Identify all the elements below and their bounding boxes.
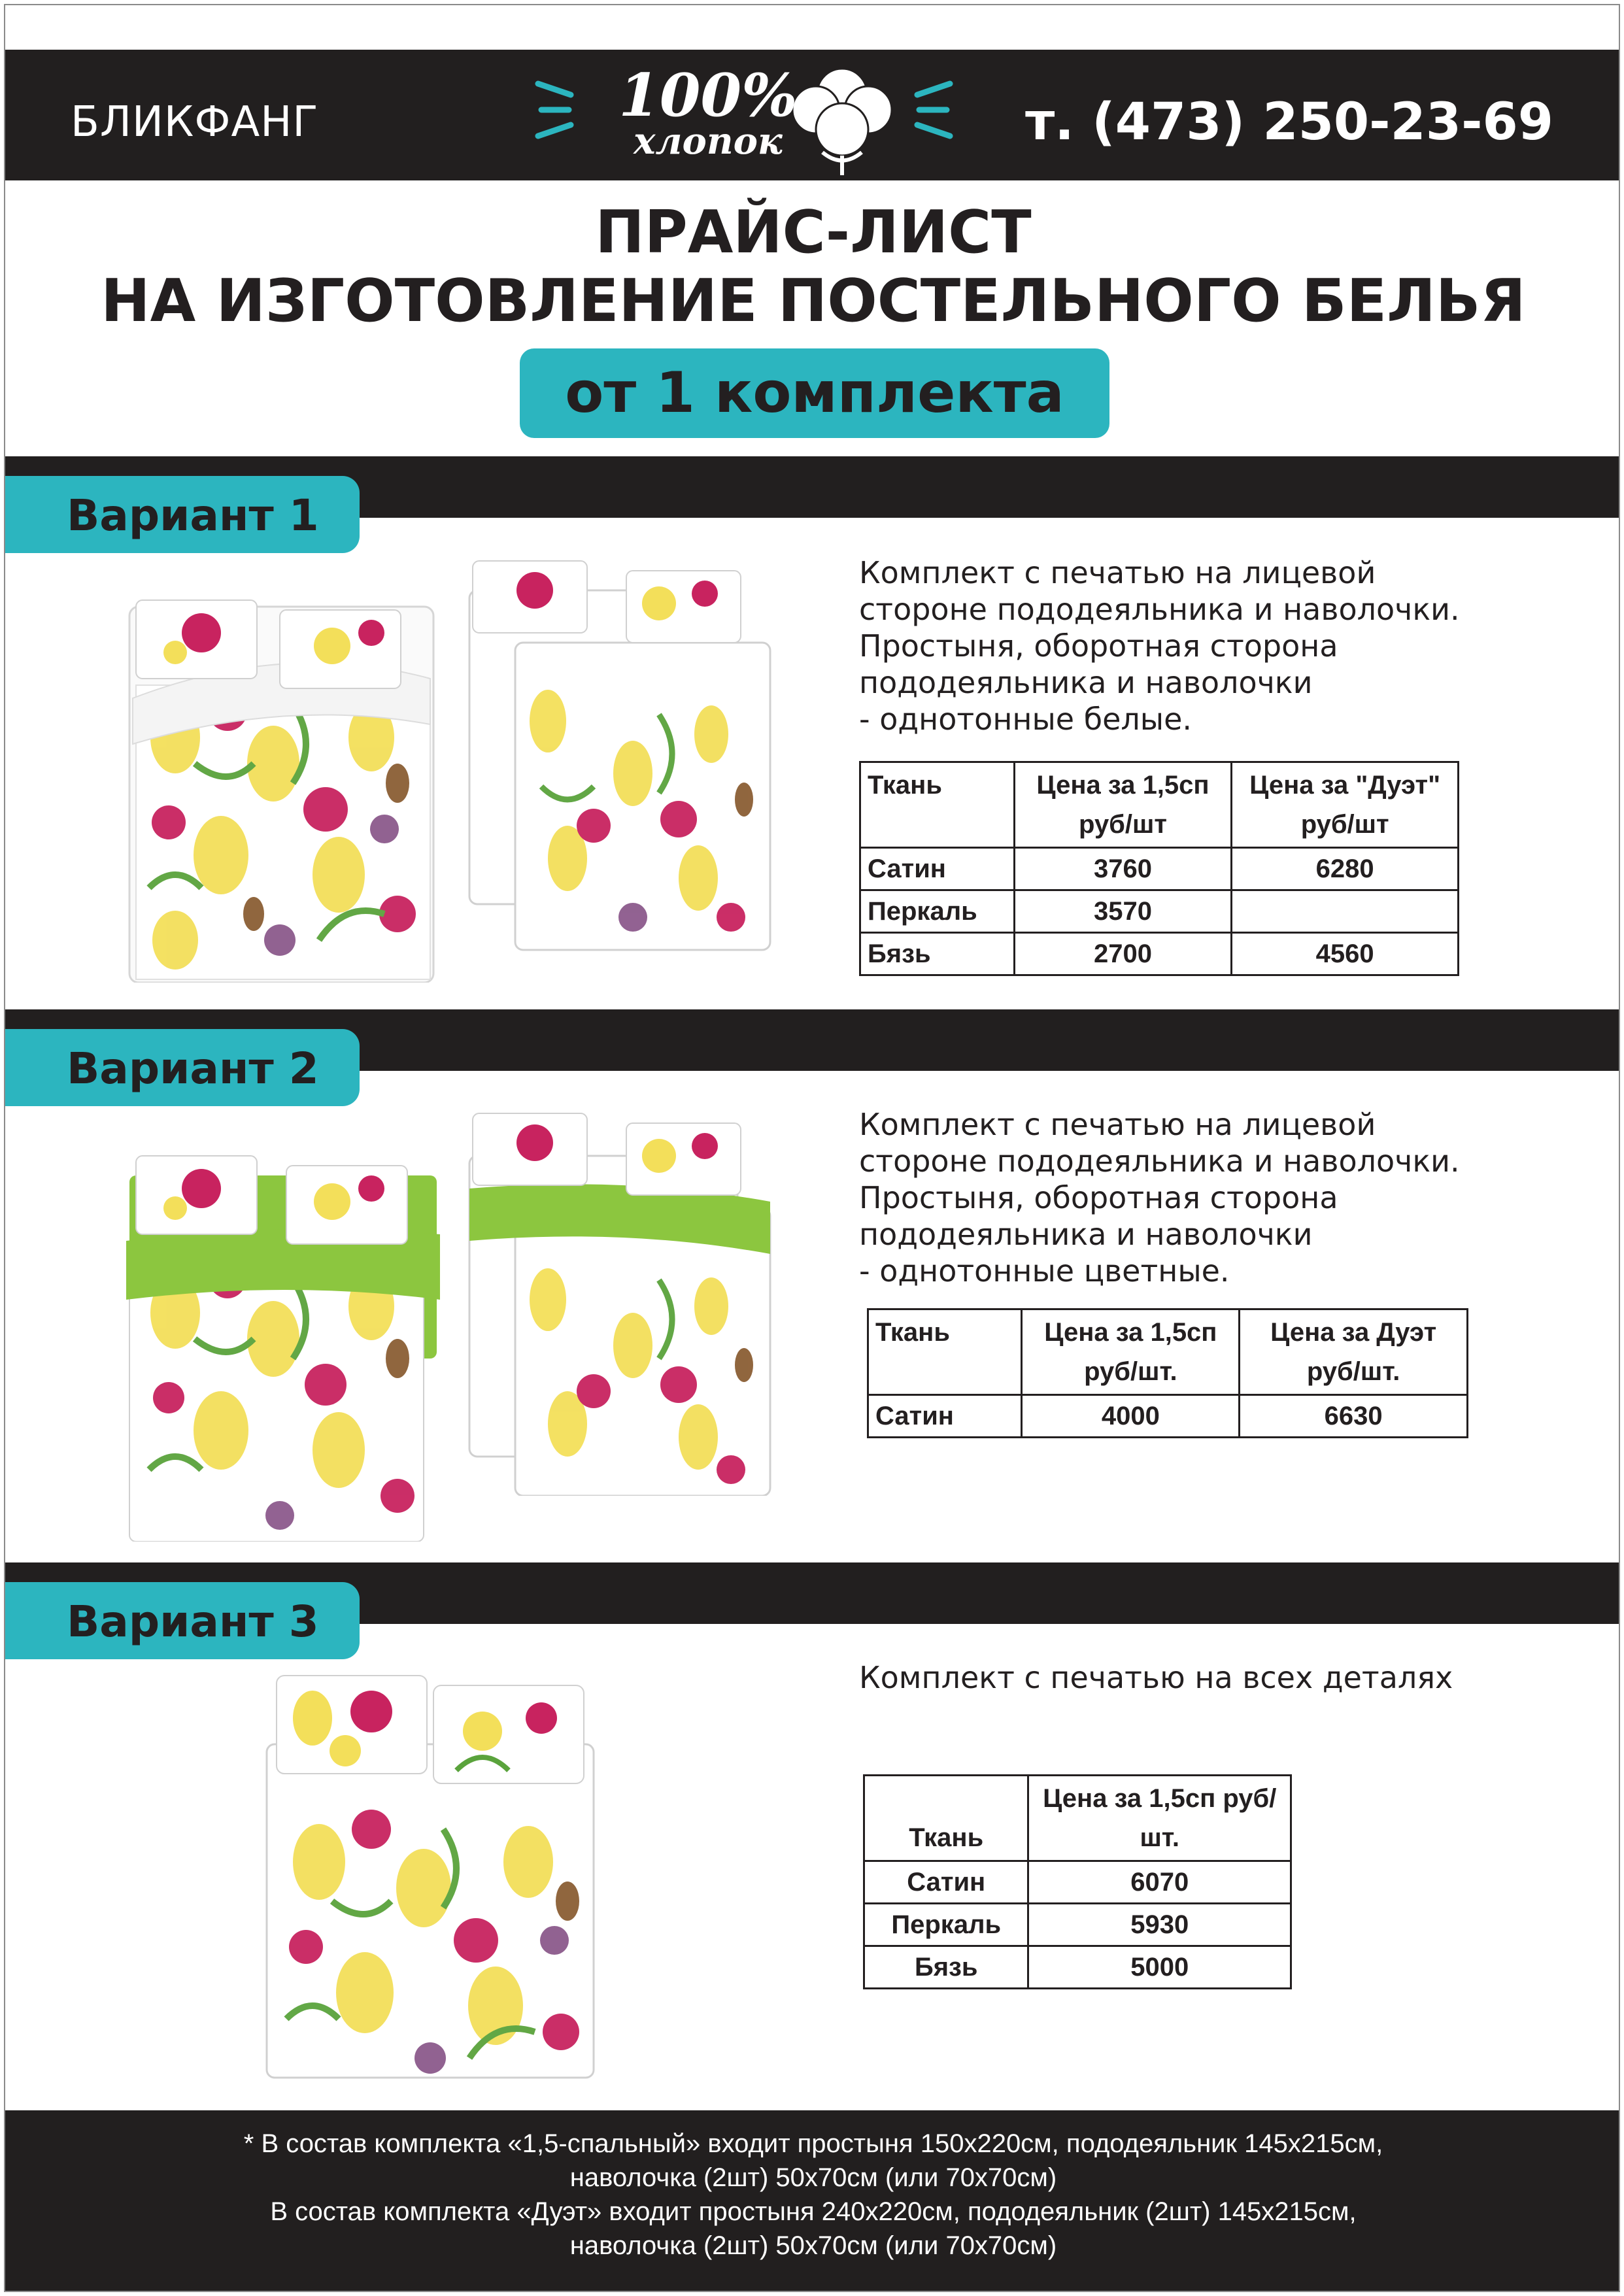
fabric-cell: Бязь — [860, 933, 1015, 975]
price-cell: 6630 — [1240, 1395, 1468, 1438]
fabric-cell: Перкаль — [864, 1904, 1028, 1946]
table-row — [864, 1904, 1291, 1946]
table-row — [860, 848, 1459, 890]
fabric-cell: Сатин — [864, 1861, 1028, 1904]
desc-line: Простыня, оборотная сторона — [859, 628, 1338, 664]
bed-illustration-full-print — [260, 1666, 600, 2084]
header-cell: Ткань — [864, 1776, 1028, 1861]
bed-illustration-single-white — [123, 548, 443, 983]
section-tab-variant-2 — [5, 1029, 360, 1106]
price-cell — [1232, 890, 1459, 933]
brand-name: БЛИКФАНГ — [71, 98, 319, 146]
price-cell: 5000 — [1028, 1946, 1291, 1989]
price-cell: 4000 — [1022, 1395, 1240, 1438]
desc-line: Комплект с печатью на лицевой — [859, 1107, 1376, 1142]
section-tab-variant-1 — [5, 476, 360, 553]
fabric-cell: Бязь — [864, 1946, 1028, 1989]
desc-line: Простыня, оборотная сторона — [859, 1180, 1338, 1215]
bed-illustration-duet-white — [463, 551, 777, 956]
variant-3-description — [859, 1659, 1453, 1696]
price-list-page — [4, 4, 1620, 2292]
header-cell: Цена за 1,5сп руб/шт — [1014, 762, 1232, 848]
cotton-logo — [535, 54, 953, 178]
desc-line: стороне пододеяльника и наволочки. — [859, 1143, 1460, 1179]
price-cell: 2700 — [1014, 933, 1232, 975]
header-cell: Ткань — [860, 762, 1015, 848]
price-cell: 6070 — [1028, 1861, 1291, 1904]
min-order-badge: от 1 комплекта — [520, 348, 1109, 438]
bed-illustration-duet-green — [463, 1104, 777, 1496]
page-title: ПРАЙС-ЛИСТ — [595, 198, 1032, 267]
footer-note-line: * В состав комплекта «1,5-спальный» входит простыня 150х220см, пододеяльник 145х215см, — [243, 2129, 1383, 2158]
desc-line: - однотонные белые. — [859, 701, 1193, 737]
table-row — [860, 890, 1459, 933]
logo-cotton-word: хлопок — [634, 120, 783, 163]
price-cell: 5930 — [1028, 1904, 1291, 1946]
header-cell: Ткань — [868, 1309, 1022, 1395]
price-table-variant-1 — [859, 761, 1459, 976]
header-cell: Цена за 1,5сп руб/шт. — [1028, 1776, 1291, 1861]
desc-line: Комплект с печатью на всех деталях — [859, 1660, 1453, 1695]
table-header-row — [868, 1309, 1468, 1395]
page-subtitle: НА ИЗГОТОВЛЕНИЕ ПОСТЕЛЬНОГО БЕЛЬЯ — [101, 267, 1526, 335]
table-header-row — [860, 762, 1459, 848]
price-table-variant-3 — [863, 1774, 1292, 1989]
price-cell: 3570 — [1014, 890, 1232, 933]
price-cell: 4560 — [1232, 933, 1459, 975]
desc-line: - однотонные цветные. — [859, 1253, 1230, 1289]
fabric-cell: Сатин — [868, 1395, 1022, 1438]
variant-2-description — [859, 1106, 1460, 1289]
section-tab-variant-3 — [5, 1582, 360, 1659]
header-cell: Цена за Дуэт руб/шт. — [1240, 1309, 1468, 1395]
desc-line: стороне пододеяльника и наволочки. — [859, 592, 1460, 627]
footer-note-line: В состав комплекта «Дуэт» входит простыня 240х220см, пододеяльник (2шт) 145х215см, — [270, 2197, 1357, 2226]
variant-3-label: Вариант 3 — [67, 1596, 319, 1647]
phone-number: т. (473) 250-23-69 — [1025, 93, 1553, 152]
price-table-variant-2 — [867, 1308, 1468, 1438]
variant-1-description — [859, 554, 1460, 737]
desc-line: Комплект с печатью на лицевой — [859, 555, 1376, 590]
table-header-row — [864, 1776, 1291, 1861]
desc-line: пододеяльника и наволочки — [859, 665, 1313, 700]
variant-2-label: Вариант 2 — [67, 1043, 319, 1094]
price-cell: 3760 — [1014, 848, 1232, 890]
header-cell: Цена за "Дуэт" руб/шт — [1232, 762, 1459, 848]
table-row — [860, 933, 1459, 975]
fabric-cell: Сатин — [860, 848, 1015, 890]
footer-note-line: наволочка (2шт) 50х70см (или 70х70см) — [569, 2163, 1057, 2192]
price-cell: 6280 — [1232, 848, 1459, 890]
table-row — [868, 1395, 1468, 1438]
table-row — [864, 1946, 1291, 1989]
logo-percent: 100% — [618, 61, 798, 130]
table-row — [864, 1861, 1291, 1904]
footer-note-line: наволочка (2шт) 50х70см (или 70х70см) — [569, 2231, 1057, 2260]
fabric-cell: Перкаль — [860, 890, 1015, 933]
header-cell: Цена за 1,5сп руб/шт. — [1022, 1309, 1240, 1395]
bed-illustration-single-green — [123, 1104, 443, 1542]
variant-1-label: Вариант 1 — [67, 490, 319, 541]
desc-line: пододеяльника и наволочки — [859, 1217, 1313, 1252]
